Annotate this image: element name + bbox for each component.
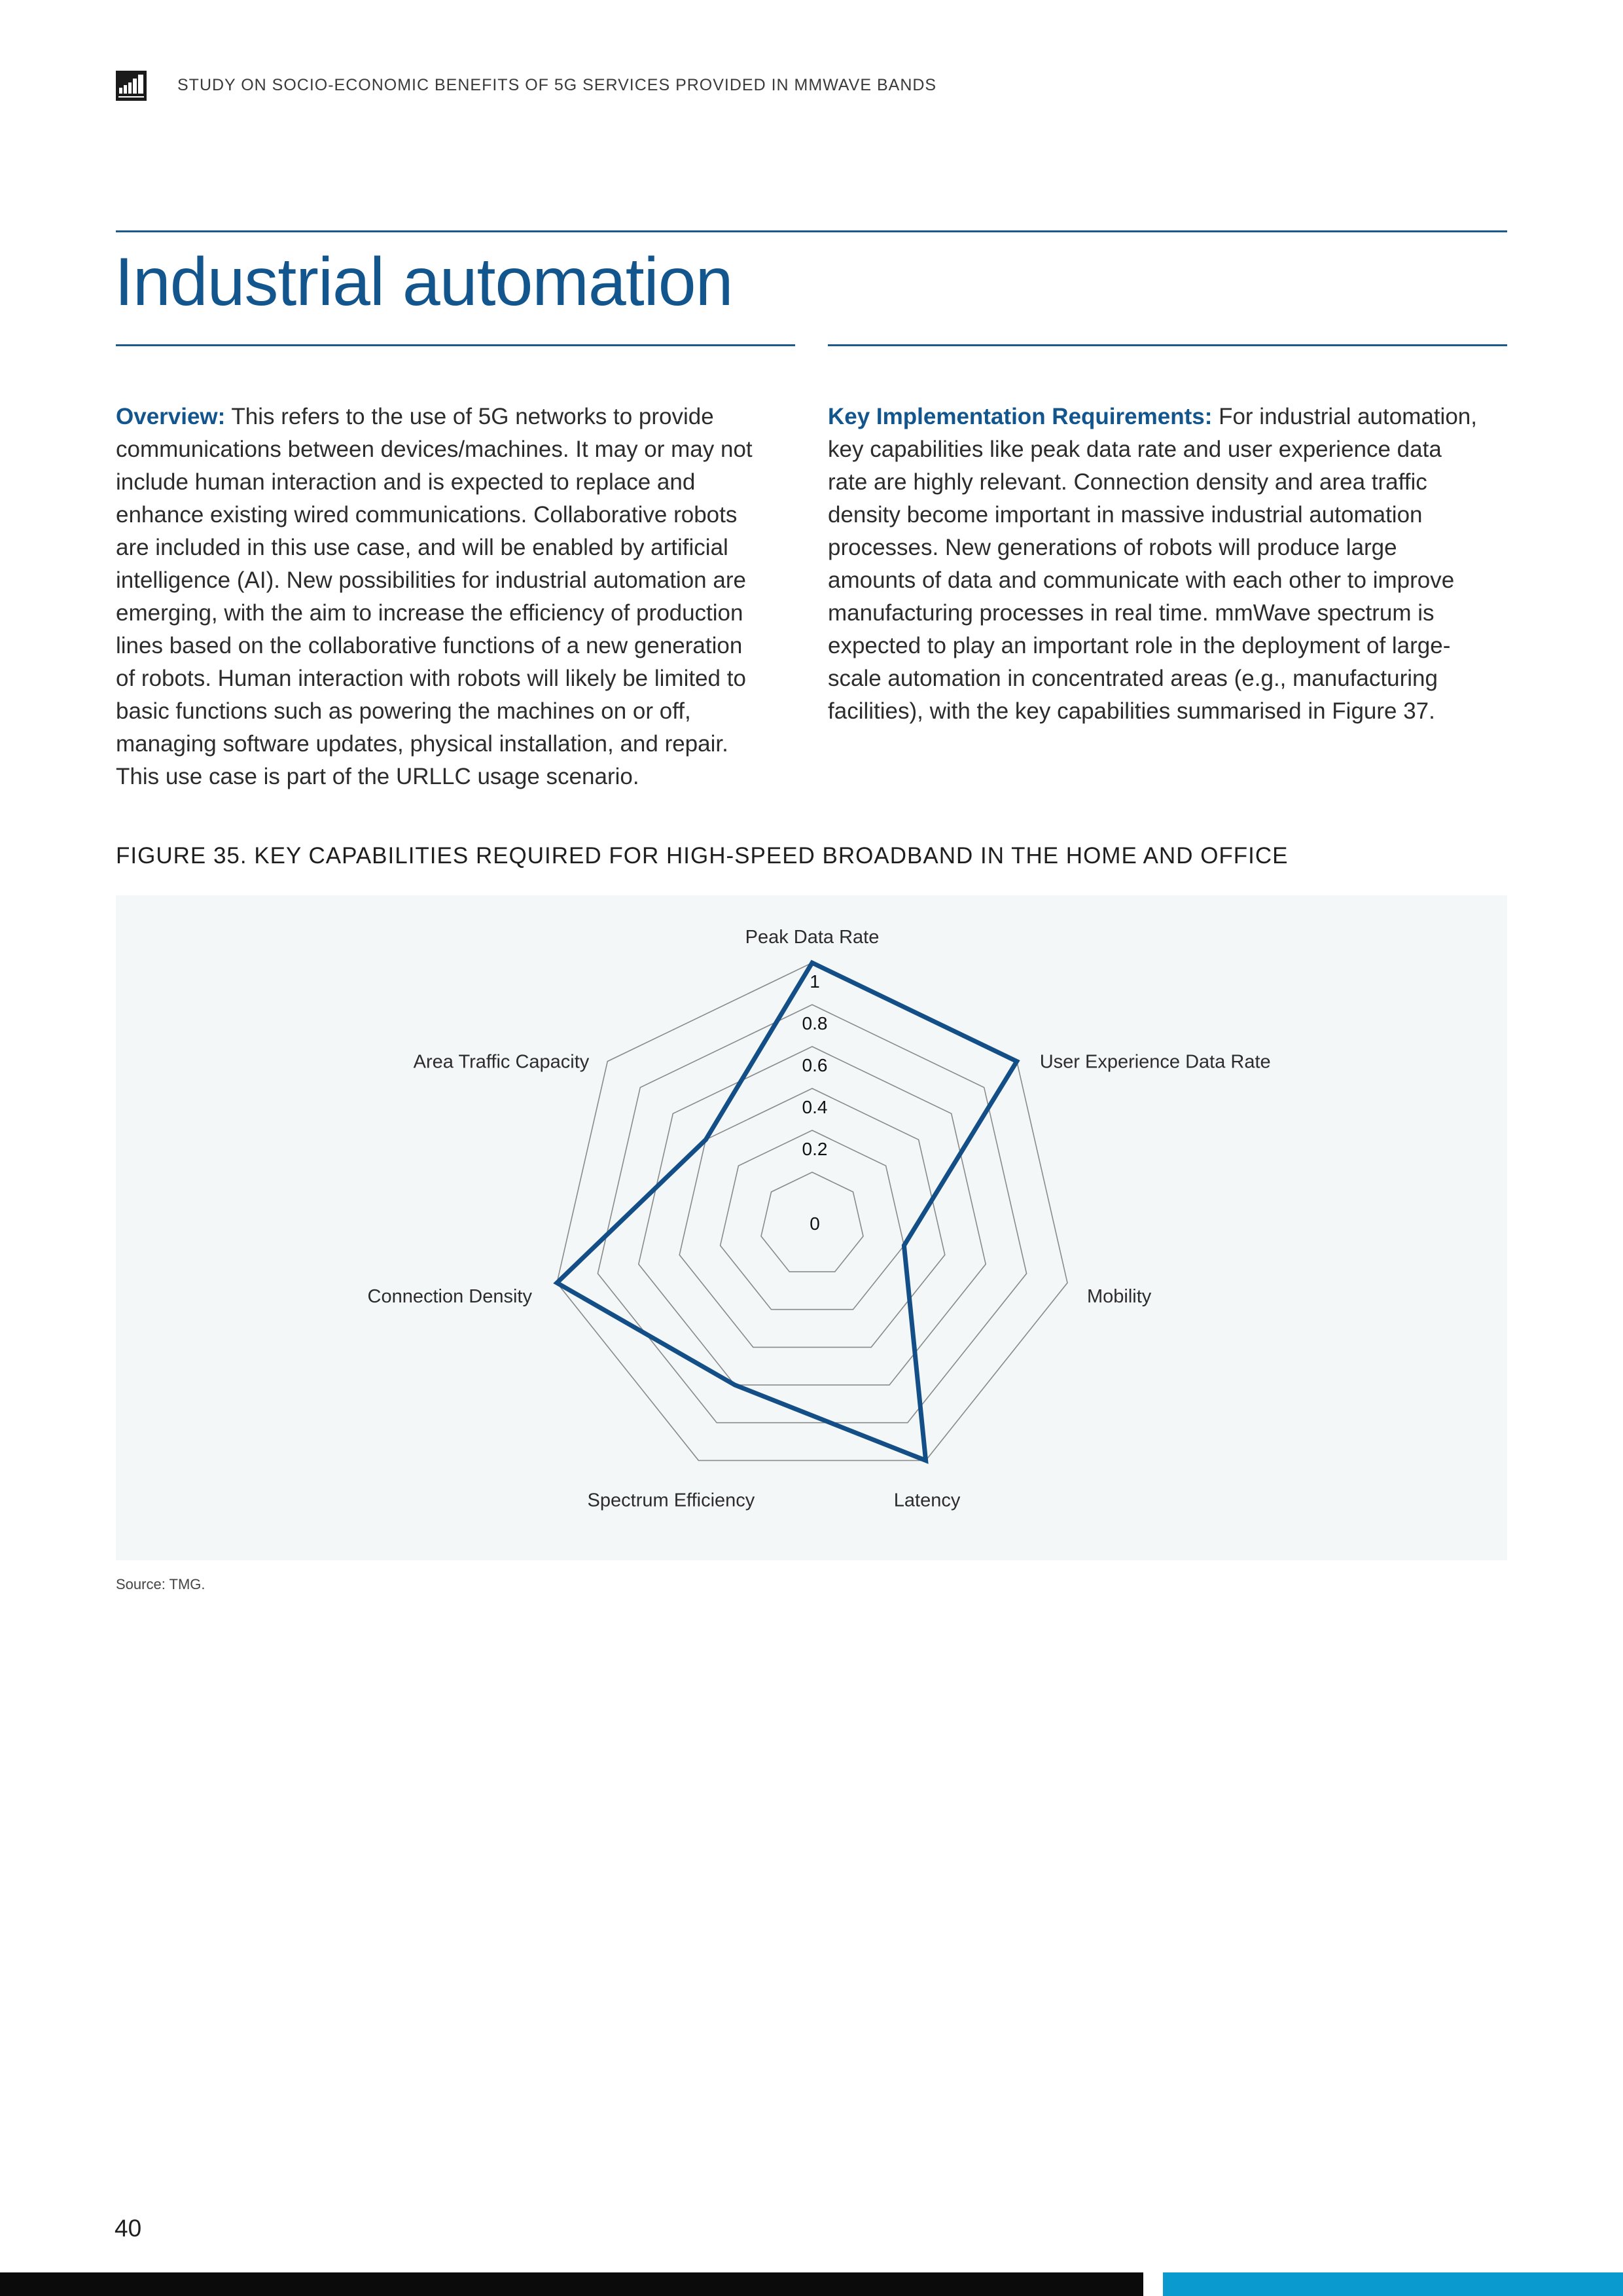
- radar-category-label: Latency: [893, 1490, 961, 1511]
- radar-data-point: [704, 1138, 707, 1141]
- radar-tick-label: 0.4: [802, 1097, 828, 1117]
- title-rule-left: [116, 344, 795, 346]
- radar-data-point: [902, 1244, 906, 1247]
- radar-chart: [116, 895, 1507, 1560]
- radar-category-label: Area Traffic Capacity: [413, 1051, 590, 1073]
- radar-category-label: Spectrum Efficiency: [587, 1490, 755, 1511]
- requirements-text: For industrial automation, key capabilities like peak data rate and user experience data rate are highly relevant. Connection density and area traffic density become important in massive industrial automation processes. New generations of robots will produce large amounts of data and communicate with each other to improve manufacturing processes in real time. mmWave spectrum is expected to play an important role in the deployment of large-scale automation in concentrated areas (e.g., manufacturing facilities), with the key capabilities summarised in Figure 37.: [828, 404, 1477, 724]
- radar-data-point: [733, 1383, 737, 1387]
- title-rule-top: [116, 230, 1507, 232]
- requirements-paragraph: [828, 401, 1479, 728]
- radar-category-label: Connection Density: [367, 1286, 532, 1307]
- overview-lead: Overview:: [116, 404, 226, 429]
- radar-data-point: [555, 1281, 559, 1285]
- figure-source: Source: TMG.: [116, 1576, 205, 1592]
- radar-tick-label: 0: [810, 1213, 820, 1234]
- section-title: Industrial automation: [115, 244, 733, 320]
- radar-tick-label: 0.2: [802, 1139, 828, 1159]
- radar-tick-label: 0.6: [802, 1055, 828, 1075]
- radar-tick-label: 1: [810, 971, 820, 992]
- radar-data-point: [924, 1458, 928, 1462]
- radar-category-label: User Experience Data Rate: [1039, 1051, 1271, 1073]
- page-number: 40: [115, 2215, 142, 2242]
- radar-chart-svg: [116, 895, 1507, 1560]
- radar-series-line: [557, 963, 1017, 1460]
- radar-category-label: Mobility: [1087, 1286, 1152, 1307]
- radar-category-label: Peak Data Rate: [745, 927, 880, 948]
- figure-title: FIGURE 35. KEY CAPABILITIES REQUIRED FOR HIGH-SPEED BROADBAND IN THE HOME AND OFFICE: [116, 843, 1289, 869]
- radar-data-point: [810, 961, 814, 965]
- radar-data-point: [1015, 1060, 1019, 1064]
- radar-tick-label: 0.8: [802, 1013, 828, 1033]
- requirements-lead: Key Implementation Requirements:: [828, 404, 1213, 429]
- footer-bar-black: [0, 2272, 1143, 2296]
- footer-bar-blue: [1163, 2272, 1623, 2296]
- report-logo-icon: [116, 71, 147, 101]
- title-rule-right: [828, 344, 1507, 346]
- overview-paragraph: [116, 401, 767, 793]
- overview-text: This refers to the use of 5G networks to provide communications between devices/machines. It may or may not include human interaction and is expected to replace and enhance existing wired communications. Collaborative robots are included in this use case, and will be enabled by artificial intelligence (AI). New possibilities for industrial automation are emerging, with the aim to increase the efficiency of production lines based on the collaborative functions of a new generation of robots. Human interaction with robots will likely be limited to basic functions such as powering the machines on or off, managing software updates, physical installation, and repair. This use case is part of the URLLC usage scenario.: [116, 404, 753, 789]
- running-header: STUDY ON SOCIO-ECONOMIC BENEFITS OF 5G SERVICES PROVIDED IN MMWAVE BANDS: [177, 76, 937, 94]
